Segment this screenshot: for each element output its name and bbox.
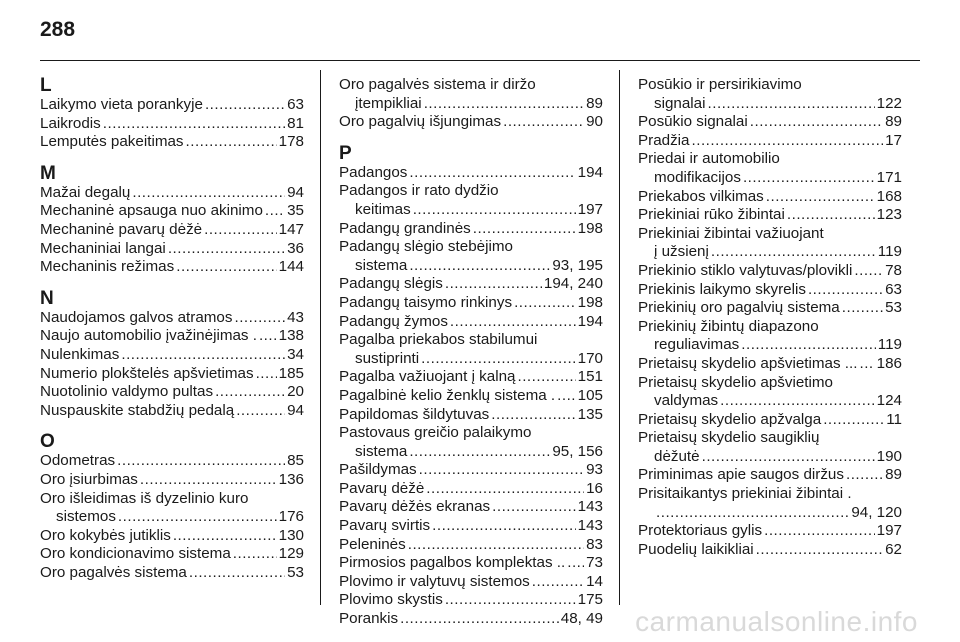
index-entry [339,424,603,461]
leader-dots [514,294,576,313]
entry-term: Plovimo ir valytuvų sistemos [339,572,530,590]
entry-term: Pašildymas [339,461,417,479]
index-entry [339,387,603,406]
index-entry [339,536,603,555]
index-entry [40,240,304,259]
entry-page-ref: 90 [586,113,603,131]
entry-term: Priminimas apie saugos diržus [638,466,844,484]
entry-term: Oro pagalvės sistema [40,563,187,581]
leader-dots [656,504,849,523]
entry-term: Oro įsiurbimas [40,470,138,488]
entry-term: Pradžia [638,131,690,149]
index-entry [638,76,902,113]
leader-dots [413,201,576,220]
entry-page-ref: 53 [287,563,304,581]
entry-term: Priedai ir automobilio [638,150,780,168]
entry-page-ref: 198 [577,219,603,237]
index-entry [638,466,902,485]
entry-term: Nuotolinio valdymo pultas [40,383,214,401]
leader-dots [557,387,576,406]
entry-term: sistema [355,256,408,274]
leader-dots [132,184,285,203]
entry-term: Padangų slėgio stebėjimo [339,238,513,256]
index-entry [40,402,304,421]
index-entry [638,541,902,560]
watermark: carmanualsonline.info [635,606,918,637]
leader-dots [121,346,285,365]
leader-dots [766,188,875,207]
index-entry [638,485,902,522]
entry-page-ref: 144 [278,258,304,276]
entry-term: Mechaninė pavarų dėžė [40,220,203,238]
entry-term: Papildomas šildytuvas [339,405,490,423]
entry-page-ref: 73 [586,554,603,572]
index-entry [339,220,603,239]
entry-page-ref: 11 [886,410,902,428]
index-entry [40,184,304,203]
entry-page-ref: 36 [287,239,304,257]
leader-dots [702,448,875,467]
leader-dots [711,243,876,262]
entry-page-ref: 197 [876,522,902,540]
leader-dots [426,480,584,499]
leader-dots [400,610,559,629]
index-section [638,76,902,559]
entry-term: Pavarų dėžė [339,479,425,497]
index-entry [40,527,304,546]
leader-dots [854,262,883,281]
index-column-3 [638,76,902,559]
entry-term: į užsienį [654,243,709,261]
entry-term: Mažai degalų [40,183,131,201]
leader-dots [409,257,550,276]
index-entry [638,318,902,355]
entry-page-ref: 186 [876,354,902,372]
section-letter: O [40,431,55,453]
index-entry [638,150,902,187]
entry-term: Prietaisų skydelio apšvietimas ... [638,354,858,372]
leader-dots [743,169,875,188]
entry-term: Naujo automobilio įvažinėjimas . [40,327,257,345]
index-entry [40,327,304,346]
index-entry [339,294,603,313]
section-letter: N [40,287,54,309]
entry-term: Pirmosios pagalbos komplektas .. [339,554,566,572]
header-rule [40,60,920,61]
entry-page-ref: 194 [577,163,603,181]
leader-dots [846,466,883,485]
leader-dots [823,411,884,430]
index-entry [339,480,603,499]
leader-dots [234,309,285,328]
entry-term: Prietaisų skydelio apšvietimo [638,373,833,391]
index-column-2 [339,76,603,629]
entry-page-ref: 122 [876,94,902,112]
entry-page-ref: 178 [278,133,304,151]
index-entry [40,221,304,240]
entry-term: Padangos [339,163,408,181]
entry-term: Padangų žymos [339,312,448,330]
index-entry [638,522,902,541]
entry-page-ref: 130 [278,526,304,544]
index-entry [40,365,304,384]
entry-page-ref: 190 [876,447,902,465]
entry-term: Laikrodis [40,114,101,132]
entry-term: Oro kokybės jutiklis [40,526,171,544]
leader-dots [756,541,883,560]
entry-term: Protektoriaus gylis [638,522,763,540]
index-entry [40,96,304,115]
entry-page-ref: 176 [278,508,304,526]
index-entry [339,76,603,113]
index-entry [638,206,902,225]
index-section [40,76,304,152]
leader-dots [720,392,875,411]
entry-page-ref: 197 [577,200,603,218]
entry-term: Porankis [339,610,399,628]
index-entry [339,275,603,294]
index-entry [339,461,603,480]
entry-page-ref: 35 [287,202,304,220]
entry-page-ref: 34 [287,345,304,363]
leader-dots [692,132,884,151]
leader-dots [859,355,874,374]
leader-dots [445,591,576,610]
entry-term: Priekinių oro pagalvių sistema [638,299,840,317]
entry-term: Priekinių žibintų diapazono [638,317,819,335]
entry-term: Numerio plokštelės apšvietimas [40,364,254,382]
leader-dots [236,402,285,421]
entry-term: Posūkio ir persirikiavimo [638,76,802,93]
entry-term: Prisitaikantys priekiniai žibintai . [638,485,852,503]
leader-dots [445,275,542,294]
entry-term: Priekiniai žibintai važiuojant [638,224,824,242]
entry-page-ref: 170 [577,349,603,367]
index-entry [339,313,603,332]
entry-page-ref: 124 [876,392,902,410]
entry-term: dėžutė [654,447,700,465]
leader-dots [491,406,575,425]
leader-dots [409,443,550,462]
entry-term: valdymas [654,392,719,410]
index-entry [40,346,304,365]
entry-page-ref: 20 [287,383,304,401]
entry-term: Pavarų dėžės ekranas [339,498,491,516]
section-letter: M [40,162,56,184]
index-entry [40,452,304,471]
entry-term: Pastovaus greičio palaikymo [339,424,532,442]
leader-dots [117,452,285,471]
entry-page-ref: 175 [577,591,603,609]
entry-term: Prietaisų skydelio saugiklių [638,429,820,447]
leader-dots [842,299,883,318]
leader-dots [419,461,584,480]
index-entry [339,182,603,219]
index-entry [638,411,902,430]
leader-dots [168,240,285,259]
leader-dots [450,313,576,332]
leader-dots [741,336,876,355]
leader-dots [409,164,575,183]
section-letter: L [40,75,52,96]
leader-dots [265,202,285,221]
index-entry [40,490,304,527]
entry-term: Odometras [40,452,116,470]
entry-term: sustiprinti [355,349,420,367]
leader-dots [189,564,285,583]
index-entry [339,554,603,573]
entry-page-ref: 95, 156 [552,442,603,460]
index-entry [638,188,902,207]
entry-page-ref: 135 [577,405,603,423]
entry-page-ref: 89 [586,94,603,112]
entry-page-ref: 194, 240 [543,275,603,293]
entry-page-ref: 94 [287,401,304,419]
leader-dots [256,365,277,384]
leader-dots [764,522,875,541]
entry-page-ref: 129 [278,545,304,563]
entry-term: Priekinio stiklo valytuvas/plovikli [638,261,853,279]
entry-term: Padangų slėgis [339,275,443,293]
entry-page-ref: 147 [278,220,304,238]
section-letter: P [339,142,352,164]
index-entry [638,374,902,411]
index-entry [339,591,603,610]
leader-dots [118,508,277,527]
entry-term: Puodelių laikikliai [638,540,754,558]
entry-page-ref: 17 [885,131,902,149]
entry-term: įtempikliai [355,94,422,112]
entry-term: Priekabos vilkimas [638,187,764,205]
index-entry [638,355,902,374]
entry-page-ref: 53 [885,299,902,317]
entry-page-ref: 119 [877,336,902,354]
index-entry [40,545,304,564]
entry-page-ref: 16 [586,479,603,497]
entry-term: Padangos ir rato dydžio [339,182,499,200]
index-entry [339,610,603,629]
entry-term: Laikymo vieta porankyje [40,96,203,113]
index-entry [40,309,304,328]
entry-page-ref: 168 [876,187,902,205]
leader-dots [215,383,285,402]
index-entry [339,113,603,132]
index-entry [40,383,304,402]
index-entry [638,225,902,262]
index-entry [638,429,902,466]
entry-page-ref: 78 [885,261,902,279]
leader-dots [708,95,875,114]
entry-page-ref: 198 [577,293,603,311]
entry-page-ref: 83 [586,535,603,553]
index-entry [40,133,304,152]
entry-page-ref: 194 [577,312,603,330]
entry-term: Priekiniai rūko žibintai [638,206,785,224]
column-divider-2 [619,70,620,605]
entry-page-ref: 48, 49 [560,610,603,628]
entry-page-ref: 89 [885,466,902,484]
index-entry [339,498,603,517]
leader-dots [176,258,276,277]
index-entry [40,258,304,277]
leader-dots [205,96,285,115]
entry-page-ref: 43 [287,308,304,326]
entry-page-ref: 151 [577,368,603,386]
entry-page-ref: 94 [287,183,304,201]
entry-term: Oro pagalvių išjungimas [339,113,502,131]
entry-page-ref: 119 [877,243,902,261]
entry-term: Mechaniniai langai [40,239,166,257]
leader-dots [492,498,576,517]
entry-term: Peleninės [339,535,406,553]
page-number: 288 [40,18,76,41]
entry-term: Oro pagalvės sistema ir diržo [339,76,536,93]
entry-page-ref: 105 [577,386,603,404]
entry-term: Posūkio signalai [638,113,748,131]
index-section [40,289,304,421]
entry-page-ref: 185 [278,364,304,382]
index-section [339,144,603,629]
leader-dots [408,536,584,555]
entry-page-ref: 94, 120 [851,503,902,521]
leader-dots [140,471,277,490]
entry-term: Mechaninė apsauga nuo akinimo [40,202,263,220]
index-entry [40,202,304,221]
index-entry [638,113,902,132]
entry-term: Plovimo skystis [339,591,443,609]
leader-dots [421,350,576,369]
entry-term: Padangų grandinės [339,219,471,237]
entry-term: Naudojamos galvos atramos [40,308,233,326]
entry-term: Pagalba važiuojant į kalną [339,368,516,386]
index-entry [40,564,304,583]
leader-dots [424,95,584,114]
entry-term: keitimas [355,200,411,218]
index-entry [638,262,902,281]
leader-dots [787,206,875,225]
entry-page-ref: 93, 195 [552,256,603,274]
leader-dots [750,113,883,132]
column-divider-1 [320,70,321,605]
entry-page-ref: 89 [885,113,902,131]
entry-page-ref: 143 [577,498,603,516]
entry-page-ref: 63 [885,280,902,298]
entry-page-ref: 62 [885,540,902,558]
entry-term: Pagalba priekabos stabilumui [339,331,538,349]
leader-dots [204,221,277,240]
entry-page-ref: 123 [876,206,902,224]
index-entry [638,281,902,300]
entry-page-ref: 136 [278,470,304,488]
entry-page-ref: 63 [287,96,304,113]
entry-term: modifikacijos [654,168,741,186]
leader-dots [567,554,584,573]
entry-term: reguliavimas [654,336,740,354]
leader-dots [103,115,285,134]
index-entry [339,573,603,592]
index-entry [339,331,603,368]
entry-page-ref: 14 [586,572,603,590]
leader-dots [432,517,576,536]
leader-dots [532,573,584,592]
leader-dots [517,368,575,387]
entry-term: Padangų taisymo rinkinys [339,293,513,311]
index-entry [638,299,902,318]
index-entry [339,517,603,536]
entry-page-ref: 171 [876,168,902,186]
entry-page-ref: 143 [577,517,603,535]
entry-term: Nuspauskite stabdžių pedalą [40,401,235,419]
index-section [40,432,304,582]
index-section [339,76,603,132]
entry-term: Oro išleidimas iš dyzelinio kuro [40,489,249,507]
leader-dots [233,545,277,564]
entry-page-ref: 81 [287,114,304,132]
entry-term: Nulenkimas [40,345,120,363]
entry-term: Oro kondicionavimo sistema [40,545,231,563]
entry-page-ref: 85 [287,452,304,470]
leader-dots [473,220,576,239]
leader-dots [503,113,584,132]
entry-term: Pavarų svirtis [339,517,431,535]
index-entry [339,238,603,275]
index-entry [40,471,304,490]
leader-dots [259,327,277,346]
entry-term: Prietaisų skydelio apžvalga [638,410,822,428]
index-column-1 [40,76,304,582]
entry-page-ref: 138 [278,327,304,345]
index-section [40,164,304,277]
index-entry [339,164,603,183]
index-entry [638,132,902,151]
leader-dots [808,281,883,300]
entry-term: sistemos [56,508,116,526]
entry-term: Mechaninis režimas [40,258,175,276]
index-entry [40,115,304,134]
index-entry [339,368,603,387]
entry-term: signalai [654,94,706,112]
entry-page-ref: 93 [586,461,603,479]
entry-term: Priekinis laikymo skyrelis [638,280,806,298]
entry-term: Lemputės pakeitimas [40,133,184,151]
entry-term: sistema [355,442,408,460]
entry-term: Pagalbinė kelio ženklų sistema . [339,386,556,404]
leader-dots [173,527,277,546]
leader-dots [186,133,277,152]
index-entry [339,406,603,425]
